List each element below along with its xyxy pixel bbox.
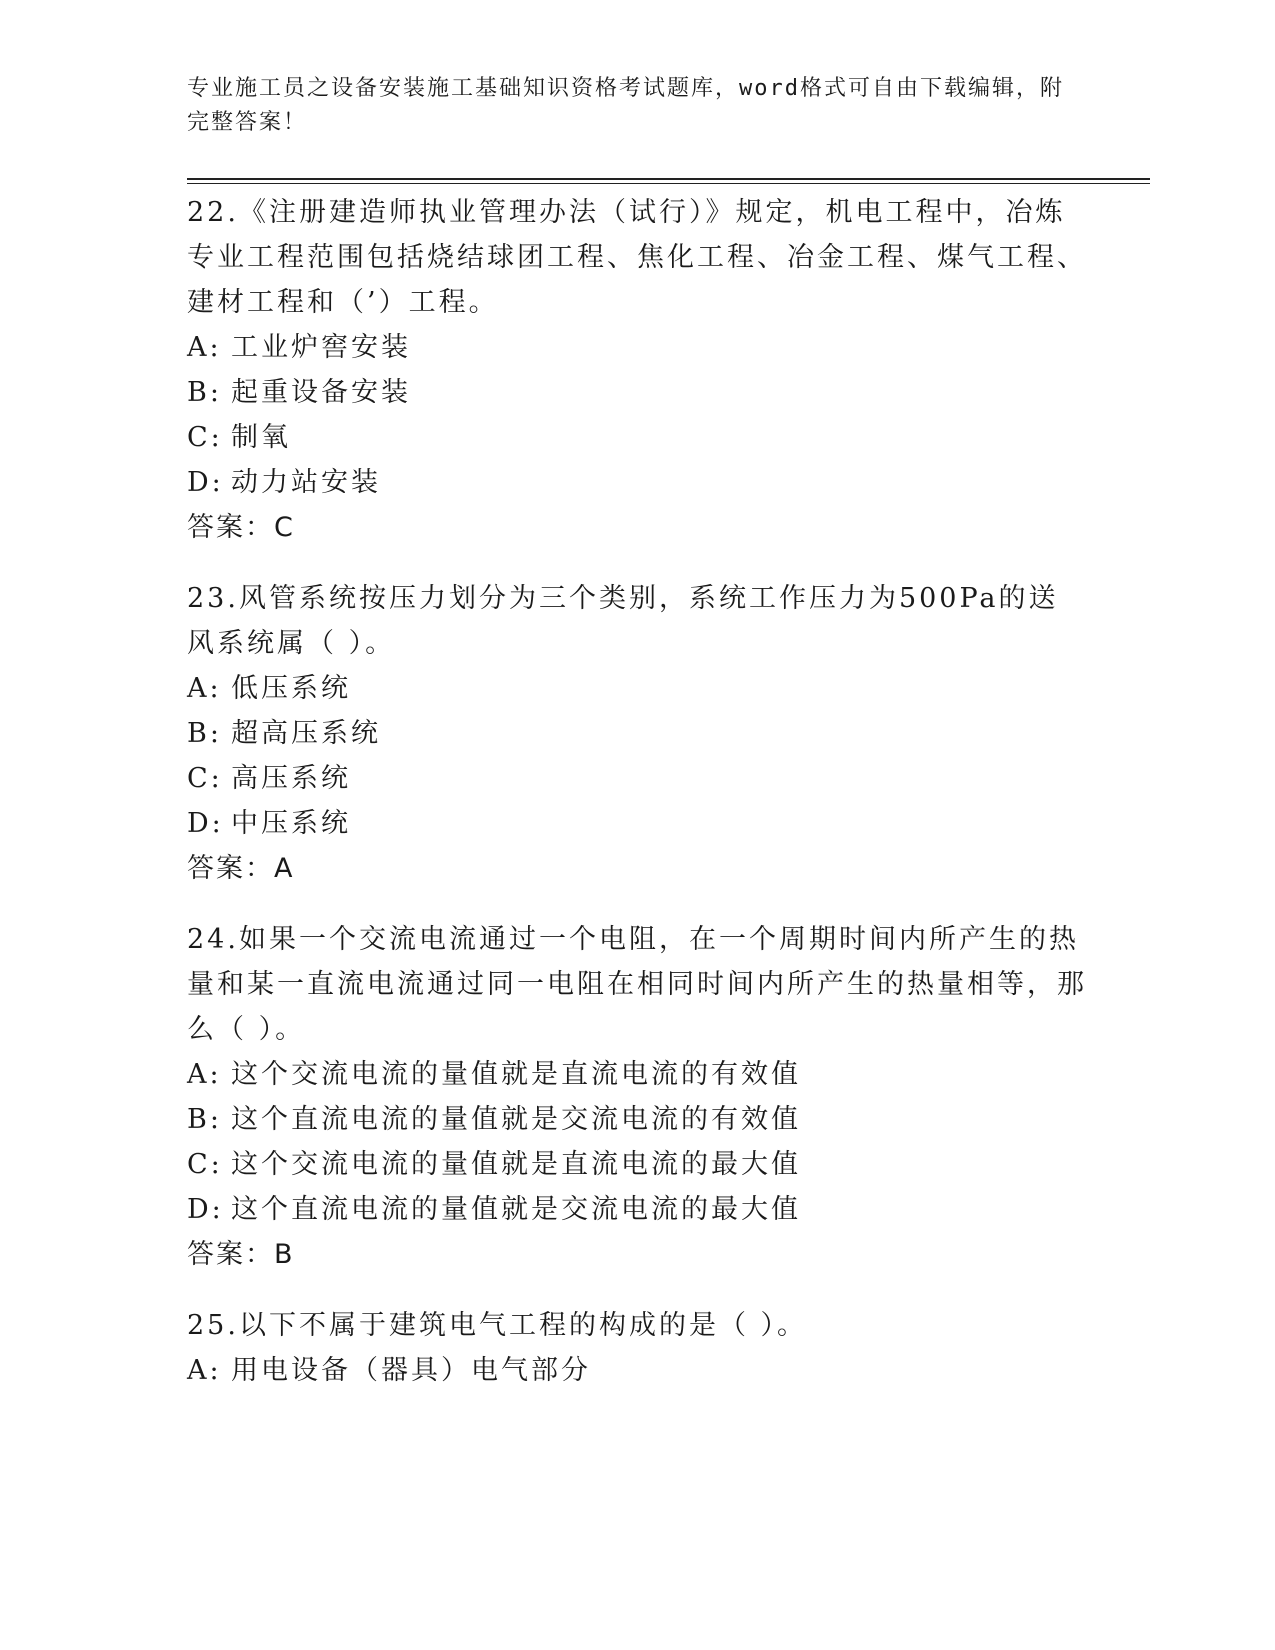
question-stem: 24.如果一个交流电流通过一个电阻，在一个周期时间内所产生的热量和某一直流电流通过同一电阻在相同时间内所产生的热量相等，那么（ ）。 [187, 924, 1087, 1045]
question-stem: 22.《注册建造师执业管理办法（试行）》规定，机电工程中，冶炼专业工程范围包括烧结球团工程、焦化工程、冶金工程、煤气工程、建材工程和（’）工程。 [187, 197, 1087, 318]
option-c [187, 415, 1087, 460]
option-text: 这个交流电流的量值就是直流电流的最大值 [231, 1149, 801, 1180]
question-list [187, 190, 1087, 1419]
option-text: 高压系统 [231, 763, 351, 794]
option-letter: D: [187, 1194, 224, 1225]
header-divider [187, 178, 1150, 184]
question-stem: 23.风管系统按压力划分为三个类别，系统工作压力为500Pa的送风系统属（ ）。 [187, 583, 1059, 659]
option-letter: C: [187, 422, 223, 453]
option-a [187, 666, 1087, 711]
option-text: 这个交流电流的量值就是直流电流的有效值 [231, 1059, 801, 1090]
answer-line: 答案：B [187, 1239, 295, 1270]
option-d [187, 460, 1087, 505]
option-text: 动力站安装 [231, 467, 381, 498]
document-header-title: 专业施工员之设备安装施工基础知识资格考试题库，word格式可自由下载编辑，附完整答案！ [187, 76, 1064, 135]
option-letter: A: [187, 673, 222, 704]
option-b [187, 370, 1087, 415]
option-text: 这个直流电流的量值就是交流电流的最大值 [231, 1194, 801, 1225]
option-letter: C: [187, 1149, 223, 1180]
option-letter: A: [187, 1355, 222, 1386]
option-a [187, 1348, 1087, 1393]
answer-line: 答案：A [187, 853, 295, 884]
question-25 [187, 1303, 1087, 1393]
option-letter: D: [187, 808, 224, 839]
option-letter: B: [187, 718, 222, 749]
question-stem: 25.以下不属于建筑电气工程的构成的是（ ）。 [187, 1310, 808, 1341]
option-c [187, 1142, 1087, 1187]
option-letter: A: [187, 1059, 222, 1090]
option-b [187, 1097, 1087, 1142]
option-letter: A: [187, 332, 222, 363]
option-letter: B: [187, 1104, 222, 1135]
question-22 [187, 190, 1087, 550]
option-letter: D: [187, 467, 224, 498]
option-d [187, 1187, 1087, 1232]
option-text: 工业炉窖安装 [231, 332, 411, 363]
answer-line: 答案：C [187, 512, 295, 543]
option-letter: C: [187, 763, 223, 794]
question-23 [187, 576, 1087, 891]
option-text: 制氧 [231, 422, 291, 453]
option-d [187, 801, 1087, 846]
option-text: 用电设备（器具）电气部分 [231, 1355, 591, 1386]
question-24 [187, 917, 1087, 1277]
option-a [187, 325, 1087, 370]
option-c [187, 756, 1087, 801]
option-text: 中压系统 [231, 808, 351, 839]
option-text: 超高压系统 [231, 718, 381, 749]
option-b [187, 711, 1087, 756]
option-letter: B: [187, 377, 222, 408]
option-text: 这个直流电流的量值就是交流电流的有效值 [231, 1104, 801, 1135]
option-a [187, 1052, 1087, 1097]
option-text: 起重设备安装 [231, 377, 411, 408]
option-text: 低压系统 [231, 673, 351, 704]
